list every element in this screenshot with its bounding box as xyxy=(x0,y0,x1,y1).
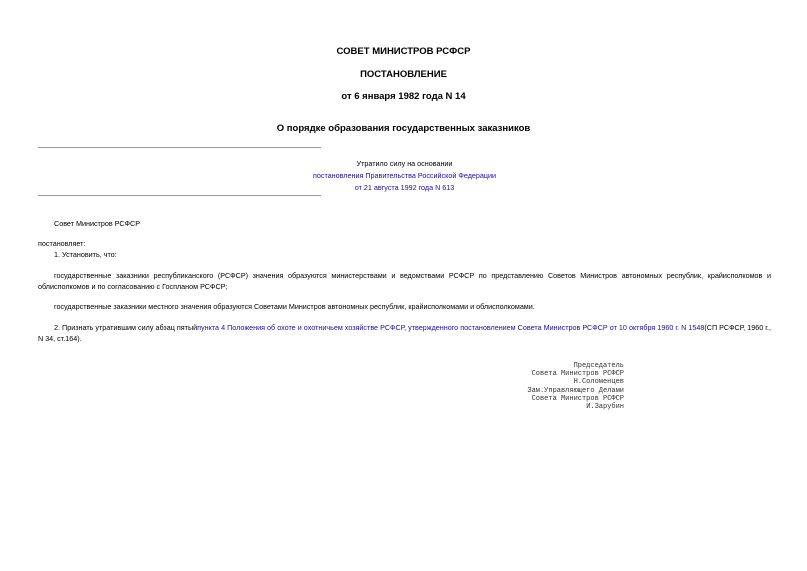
item-2-end: (СП РСФСР, 1960 г., N 34, ст.164). xyxy=(38,323,771,343)
item-2-paragraph xyxy=(38,322,771,344)
decrees-text: постановляет: xyxy=(38,239,86,248)
signature-block xyxy=(500,362,624,411)
item-1-text: 1. Установить, что: xyxy=(54,250,117,259)
document-type: ПОСТАНОВЛЕНИЕ xyxy=(360,69,447,80)
lost-force-note xyxy=(252,158,557,194)
council-name: Совет Министров РСФСР xyxy=(54,219,141,228)
lost-force-link-date[interactable]: от 21 августа 1992 года N 613 xyxy=(354,183,455,192)
signature-line: Н.Соломенцев xyxy=(573,378,624,387)
lost-force-link-resolution[interactable]: постановления Правительства Российской Федерации xyxy=(312,171,497,180)
document-date-number: от 6 января 1982 года N 14 xyxy=(341,91,466,102)
paragraph-republic-reserves: государственные заказники республиканского (РСФСР) значения образуются министерствами и ведомствами РСФСР по представлению Советов Министров автономных республик, крайисполкомов и облисполкомов и по согласованию с Госпланом РСФСР; xyxy=(38,271,771,291)
item-2-regulation-link[interactable]: пункта 4 Положения об охоте и охотничьем хозяйстве РСФСР, утвержденного постановлением Совета Министров РСФСР от 10 октября 1960 г. N 1548 xyxy=(197,323,705,332)
bottom-divider xyxy=(38,195,321,196)
document-subject: О порядке образования государственных заказников xyxy=(276,123,531,134)
top-divider xyxy=(38,147,321,148)
signature-line: Зам.Управляющего Делами xyxy=(527,386,624,395)
signature-line: Совета Министров РСФСР xyxy=(531,394,624,403)
lost-force-text: Утратило силу на основании xyxy=(356,159,453,168)
issuer-title: СОВЕТ МИНИСТРОВ РСФСР xyxy=(336,46,471,57)
item-2-start: 2. Признать утратившим силу абзац пятый xyxy=(54,323,198,332)
signature-line: Председатель xyxy=(573,362,624,370)
signature-line: Совета Министров РСФСР xyxy=(531,370,624,379)
paragraph-local-reserves: государственные заказники местного значения образуются Советами Министров автономных республик, крайисполкомами и облисполкомами. xyxy=(54,302,535,311)
signature-line: И.Зарубин xyxy=(586,403,624,412)
